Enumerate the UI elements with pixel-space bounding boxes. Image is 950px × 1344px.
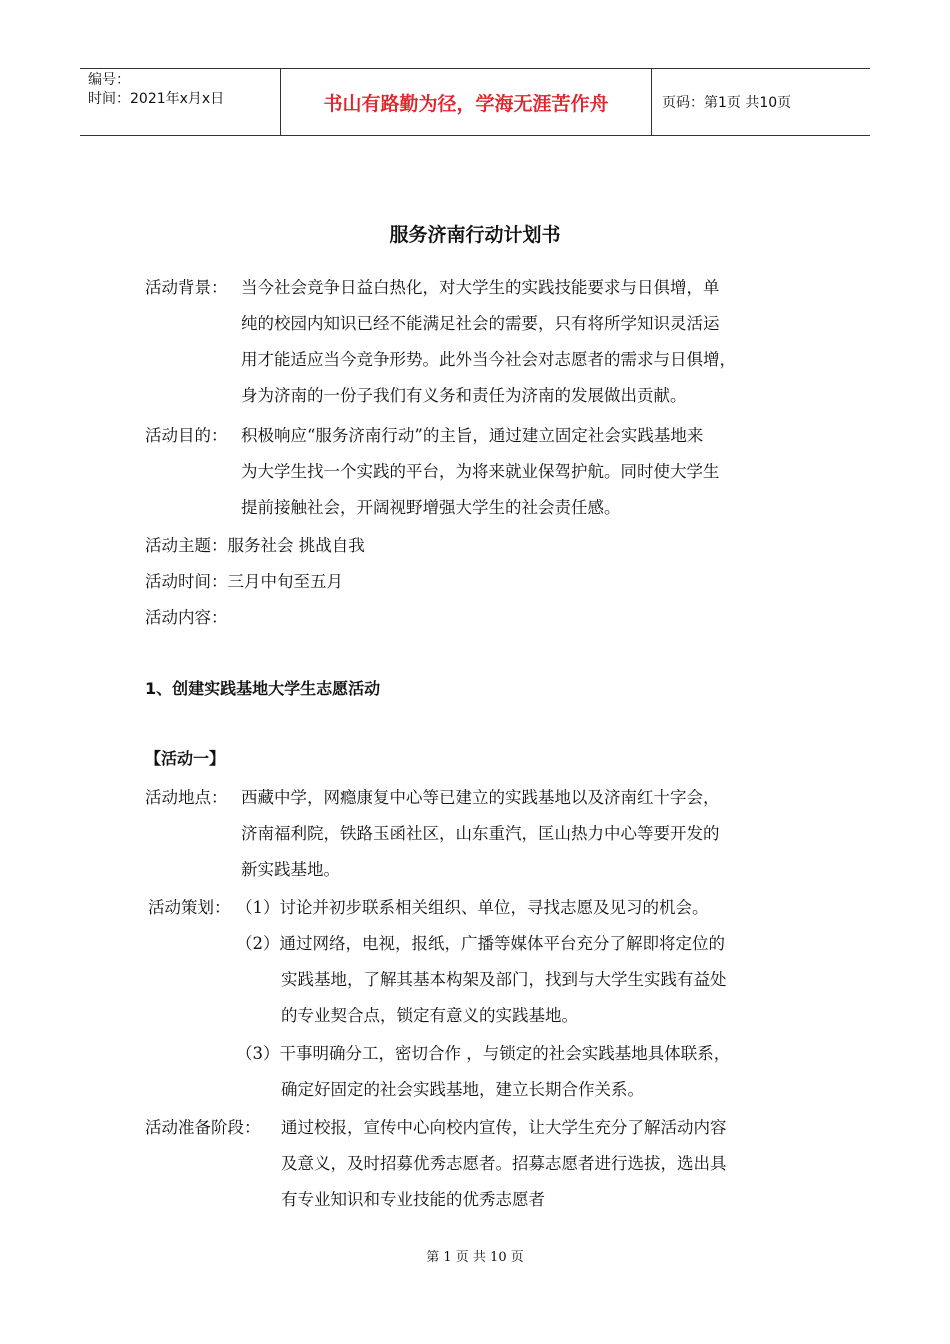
background-line: 当今社会竞争日益白热化，对大学生的实践技能要求与日俱增，单 [241,278,720,297]
background-line: 纯的校园内知识已经不能满足社会的需要，只有将所学知识灵活运 [241,314,720,333]
location-label: 活动地点： [145,788,228,807]
planning-label: 活动策划： [148,898,231,917]
background-label: 活动背景： [145,278,228,297]
purpose-label: 活动目的： [145,426,228,445]
planning-line: （3）干事明确分工，密切合作 ，与锁定的社会实践基地具体联系， [236,1044,731,1063]
document-title: 服务济南行动计划书 [389,224,561,246]
prep-line: 通过校报，宣传中心向校内宣传，让大学生充分了解活动内容 [281,1118,727,1137]
page-header [80,68,870,136]
header-page-info: 页码：第1页 共10页 [662,95,792,111]
background-line: 用才能适应当今竞争形势。此外当今社会对志愿者的需求与日俱增， [241,350,736,369]
date-label: 时间：2021年x月x日 [88,91,225,107]
number-label: 编号： [88,72,130,88]
content-label: 活动内容： [145,608,228,627]
planning-line: （1）讨论并初步联系相关组织、单位，寻找志愿及见习的机会。 [236,898,709,917]
section-heading: 1、创建实践基地大学生志愿活动 [145,679,381,698]
prep-label: 活动准备阶段： [145,1118,261,1137]
location-line: 西藏中学，网瘾康复中心等已建立的实践基地以及济南红十字会， [241,788,720,807]
planning-line: （2）通过网络，电视，报纸，广播等媒体平台充分了解即将定位的 [236,934,725,953]
theme-line: 活动主题：服务社会 挑战自我 [145,536,365,555]
purpose-line: 提前接触社会，开阔视野增强大学生的社会责任感。 [241,498,621,517]
planning-line: 实践基地，了解其基本构架及部门，找到与大学生实践有益处 [281,970,727,989]
location-line: 新实践基地。 [241,860,340,879]
page-footer: 第 1 页 共 10 页 [426,1250,524,1265]
header-meta [80,69,281,135]
activity-heading: 【活动一】 [145,749,226,768]
planning-line: 确定好固定的社会实践基地，建立长期合作关系。 [281,1080,644,1099]
prep-line: 及意义，及时招募优秀志愿者。招募志愿者进行选拔，选出具 [281,1154,727,1173]
location-line: 济南福利院，铁路玉函社区，山东重汽，匡山热力中心等要开发的 [241,824,720,843]
time-line: 活动时间：三月中旬至五月 [145,572,343,591]
purpose-line: 积极响应“服务济南行动”的主旨，通过建立固定社会实践基地来 [241,426,704,445]
prep-line: 有专业知识和专业技能的优秀志愿者 [281,1190,545,1209]
background-line: 身为济南的一份子我们有义务和责任为济南的发展做出贡献。 [241,386,687,405]
header-motto: 书山有路勤为径，学海无涯苦作舟 [281,69,652,135]
purpose-line: 为大学生找一个实践的平台，为将来就业保驾护航。同时使大学生 [241,462,720,481]
planning-line: 的专业契合点，锁定有意义的实践基地。 [281,1006,578,1025]
